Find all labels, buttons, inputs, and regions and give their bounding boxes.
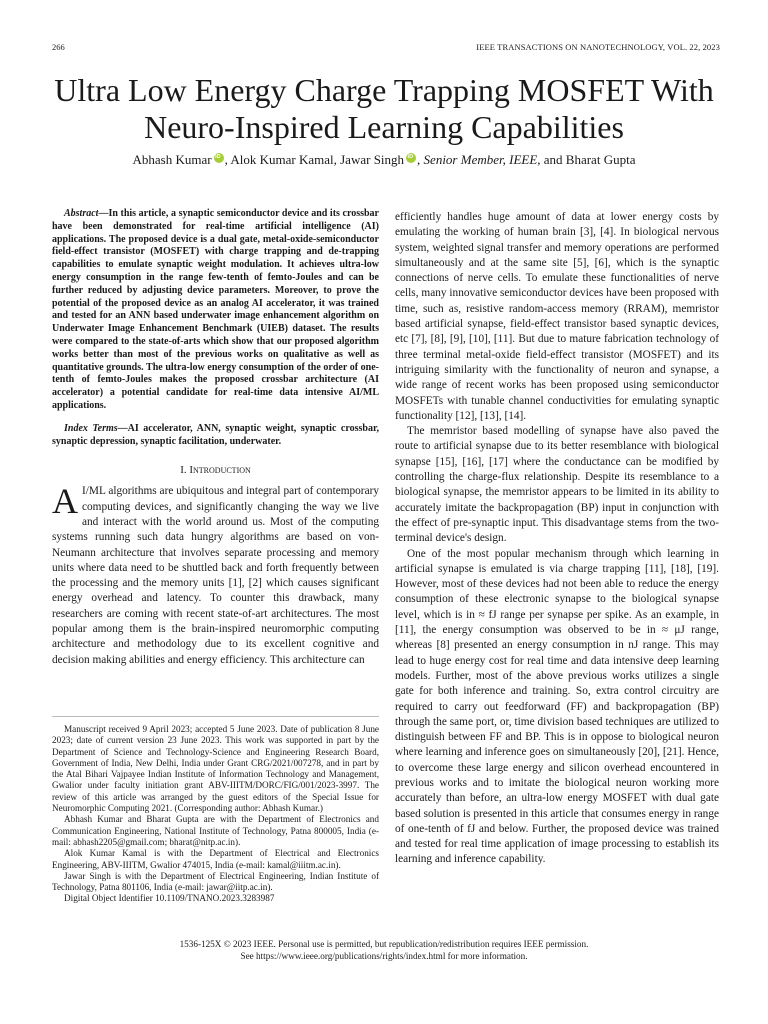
- footnote-affiliation-3: Jawar Singh is with the Department of Electrical Engineering, Indian Institute of Technology, Patna 801106, India (e-mail: jawar@iitp.ac.in).: [52, 870, 379, 893]
- paper-title: [40, 72, 728, 146]
- copyright-notice: [0, 938, 768, 962]
- author-2-3: , Alok Kumar Kamal, Jawar Singh: [224, 152, 405, 167]
- paragraph: The memristor based modelling of synapse have also paved the route to artificial synapse due to its better resemblance with biological synapse [15], [16], [17] where the conductance can be modified by controlling the charge-flux relationship. Despite its resemblance to a biological synapse, the memristor appears to be limited in its ability to accurately imitate the backpropagation (BP) input in conjunction with the effect of pre-synaptic input. This disadvantage stems from the two-terminal device's design.: [395, 425, 719, 545]
- intro-text: I/ML algorithms are ubiquitous and integral part of contemporary computing devices, and significantly changing the way we live and interact with the world around us. Most of the computing systems running such data hungry algorithms are based on von-Neumann architecture that involves separate processing and memory units where data need to be shuttled back and forth frequently between the processing and the memory units [1], [2] which causes significant energy overhead and latency. To counter this drawback, many researchers are coming with recent state-of-art architectures. The most popular among them is the brain-inspired neuromorphic computing architecture and methodology due to its excellent cognitive and decision making abilities and energy efficiency. This architecture can: [52, 485, 379, 666]
- index-terms-label: Index Terms: [64, 422, 118, 434]
- footnote: [52, 724, 379, 905]
- abstract-label: Abstract: [64, 208, 99, 219]
- title-line-1: Ultra Low Energy Charge Trapping MOSFET With: [54, 72, 714, 108]
- index-terms: [52, 423, 379, 449]
- author-1: Abhash Kumar: [132, 152, 212, 167]
- paragraph: One of the most popular mechanism through which learning in artificial synapse is emulated is via charge trapping [11], [18], [19]. However, most of these devices had not been able to reduce the energy consumption of these electronic synapse to the biological synapse level, which is in ≈ fJ range per synapse per spike. As an example, in [11], the energy consumption was observed to be in ≈ μJ range, whereas [8] presented an energy consumption in nJ range. This may lead to huge energy cost for real time and data intensive deep learning models. Further, most of the above previous works utilizes a single gate for both inference and training. So, extra control circuitry are required to carry out feedforward (FF) and backpropagation (BP) through the same port, or, time division based techniques are utilized to distinguish between FF and BP. This is in oppose to biological neuron where learning and inference goes on simultaneously [20], [21]. Hence, to overcome these large energy and silicon overhead encountered in previous works and to imitate the biological neuron working more accurately than before, an ultra-low energy MOSFET with dual gate based solution is presented in this article that consumes energy in range of one-tenth of fJ and below. Further, the proposed device was trained and tested for real time application of image processing to establish its learning and inference capability.: [395, 547, 719, 866]
- author-3-membership: , Senior Member, IEEE,: [417, 152, 541, 167]
- author-4: and Bharat Gupta: [540, 152, 636, 167]
- page-number: 266: [52, 42, 65, 52]
- footnote-manuscript: Manuscript received 9 April 2023; accepted 5 June 2023. Date of publication 8 June 2023; date of current version 23 June 2023. This work was supported in part by the Department of Science and Technology-Science and Engineering Research Board, Government of India, New Delhi, India under Grant CRG/2021/007278, and in part by the Atal Bihari Vajpayee Indian Institute of Information Technology and Management, Gwalior under faculty initiation grant ABV-IIITM/DORC/FIG/001/2023-3997. The review of this article was arranged by the guest editors of the Special Issue for Neuromorphic Computing 2021. (Corresponding author: Abhash Kumar.): [52, 724, 379, 814]
- drop-cap: A: [52, 481, 78, 522]
- index-terms-text: —AI accelerator, ANN, synaptic weight, synaptic crossbar, synaptic depression, synaptic facilitation, underwater.: [52, 422, 379, 447]
- copyright-line-2: See https://www.ieee.org/publications/rights/index.html for more information.: [240, 951, 528, 961]
- footnote-affiliation-2: Alok Kumar Kamal is with the Department of Electrical and Electronics Engineering, ABV-IIITM, Gwalior 474015, India (e-mail: kamal@iiitm.ac.in).: [52, 848, 379, 870]
- abstract-text: —In this article, a synaptic semiconductor device and its crossbar have been demonstrated for real-time artificial intelligence (AI) applications. The proposed device is a dual gate, metal-oxide-semiconductor field-effect transistor (MOSFET) with charge trapping and de-trapping capabilities to emulate synaptic weight modulation. It achieves ultra-low energy consumption in the range few-tenth of femto-Joules and can be further reduced by adjusting device parameters. Moreover, to prove the potential of the proposed device as an analog AI accelerator, it was trained and tested for an ANN based underwater image enhancement algorithm on Underwater Image Enhancement Benchmark (UIEB) dataset. The results were compared to the state-of-arts which show that our proposed algorithm works better than most of the previous works on qualitative as well as quantitative grounds. The ultra-low energy consumption of the order of one-tenth of femto-Joules makes the proposed crossbar architecture (AI accelerator) a potential candidate for real-time data intensive AI/ML applications.: [52, 208, 379, 411]
- footnote-doi: Digital Object Identifier 10.1109/TNANO.2023.3283987: [64, 893, 275, 904]
- footnote-divider: [52, 716, 379, 717]
- right-column: [395, 210, 719, 868]
- journal-header: IEEE TRANSACTIONS ON NANOTECHNOLOGY, VOL. 22, 2023: [476, 42, 720, 52]
- footnote-affiliation-1: Abhash Kumar and Bharat Gupta are with the Department of Electronics and Communication Engineering, National Institute of Technology, Patna 800005, India (e-mail: abhash2205@gmail.com; bharat@nitp.ac.in).: [52, 814, 379, 847]
- left-column: [52, 208, 379, 668]
- section-heading: I. Introduction: [180, 464, 251, 477]
- orcid-icon[interactable]: [214, 153, 224, 163]
- copyright-line-1: 1536-125X © 2023 IEEE. Personal use is permitted, but republication/redistribution requires IEEE permission.: [179, 939, 589, 949]
- abstract: [52, 208, 379, 413]
- paragraph: efficiently handles huge amount of data at lower energy costs by emulating the working of human brain [3], [4]. In biological nervous system, weighted signal transfer and memory operations are performed simultaneously and at the same site [5], [6], which is the synaptic connections of nerve cells. To emulate these functionalities of nerve cells, many innovative semiconductor devices have been proposed with time, such as, resistive random-access memory (RRAM), memristor based artificial synapse, field-effect transistor based synaptic devices, etc [7], [8], [9], [10], [11]. But due to mature fabrication technology of three terminal metal-oxide field-effect transistor (MOSFET) and its intriguing similarity with the functionality of neuron and synapse, a wide range of recent works has been proposed using semiconductor MOSFETs with tunable channel conductivities for emulating synaptic functionality [12], [13], [14].: [395, 211, 719, 422]
- intro-paragraph: [52, 481, 379, 668]
- orcid-icon[interactable]: [406, 153, 416, 163]
- title-line-2: Neuro-Inspired Learning Capabilities: [144, 109, 624, 145]
- author-list: [40, 152, 728, 168]
